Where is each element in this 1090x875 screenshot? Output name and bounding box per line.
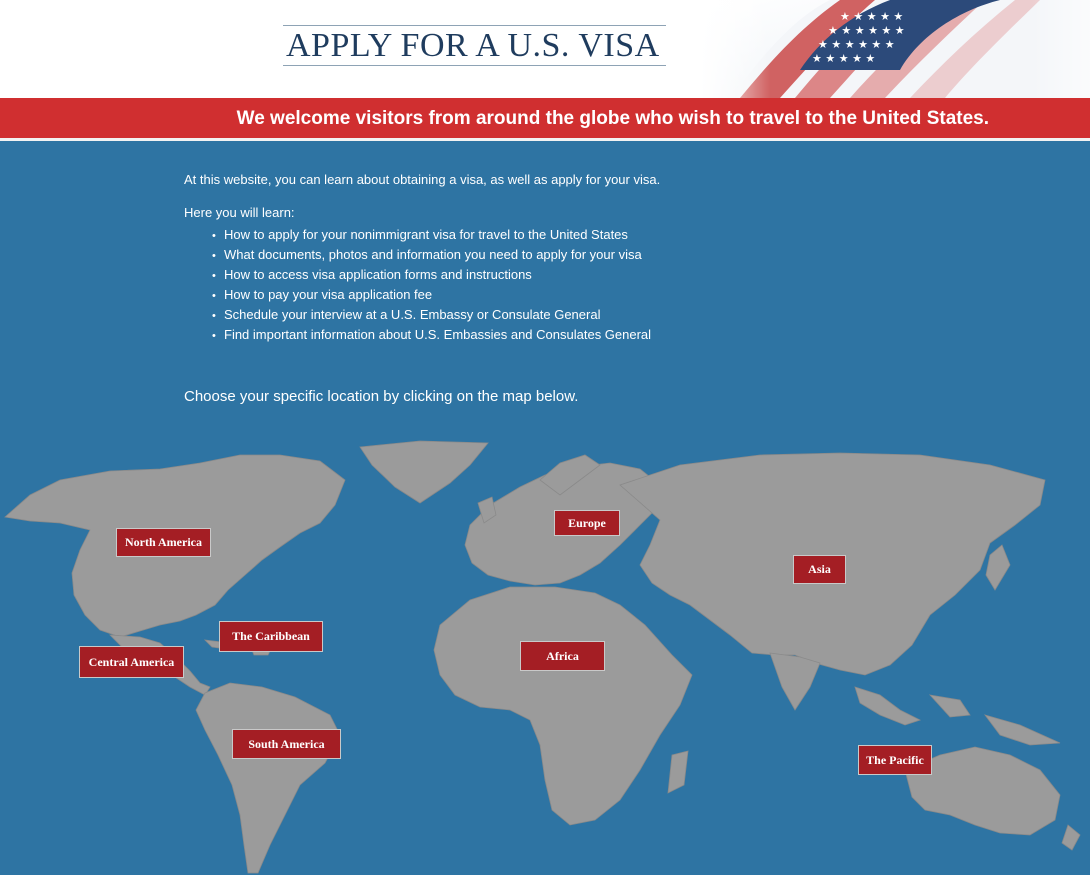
- map-instruction: Choose your specific location by clicking on the map below.: [184, 388, 579, 405]
- region-africa-button[interactable]: Africa: [520, 641, 605, 671]
- region-asia-button[interactable]: Asia: [793, 555, 846, 584]
- region-north-america-button[interactable]: North America: [116, 528, 211, 557]
- list-item: • What documents, photos and information you need to apply for your visa: [212, 247, 651, 267]
- list-item: • Find important information about U.S. Embassies and Consulates General: [212, 327, 651, 347]
- page-title: APPLY FOR A U.S. VISA: [286, 27, 660, 64]
- intro-text: At this website, you can learn about obtaining a visa, as well as apply for your visa.: [184, 172, 661, 187]
- learn-list: [212, 227, 651, 347]
- region-central-america-button[interactable]: Central America: [79, 646, 184, 678]
- page-header: [0, 0, 1090, 98]
- american-flag-image: [700, 0, 1090, 98]
- list-item: • How to pay your visa application fee: [212, 287, 651, 307]
- learn-label: Here you will learn:: [184, 205, 295, 220]
- list-item: • How to access visa application forms and instructions: [212, 267, 651, 287]
- region-pacific-button[interactable]: The Pacific: [858, 745, 932, 775]
- region-europe-button[interactable]: Europe: [554, 510, 620, 536]
- title-frame: [283, 25, 666, 66]
- welcome-text: We welcome visitors from around the globe who wish to travel to the United States.: [236, 108, 989, 129]
- world-map: [0, 425, 1090, 875]
- region-south-america-button[interactable]: South America: [232, 729, 341, 759]
- region-caribbean-button[interactable]: The Caribbean: [219, 621, 323, 652]
- welcome-banner: [0, 98, 1090, 141]
- list-item: • How to apply for your nonimmigrant visa for travel to the United States: [212, 227, 651, 247]
- list-item: • Schedule your interview at a U.S. Embassy or Consulate General: [212, 307, 651, 327]
